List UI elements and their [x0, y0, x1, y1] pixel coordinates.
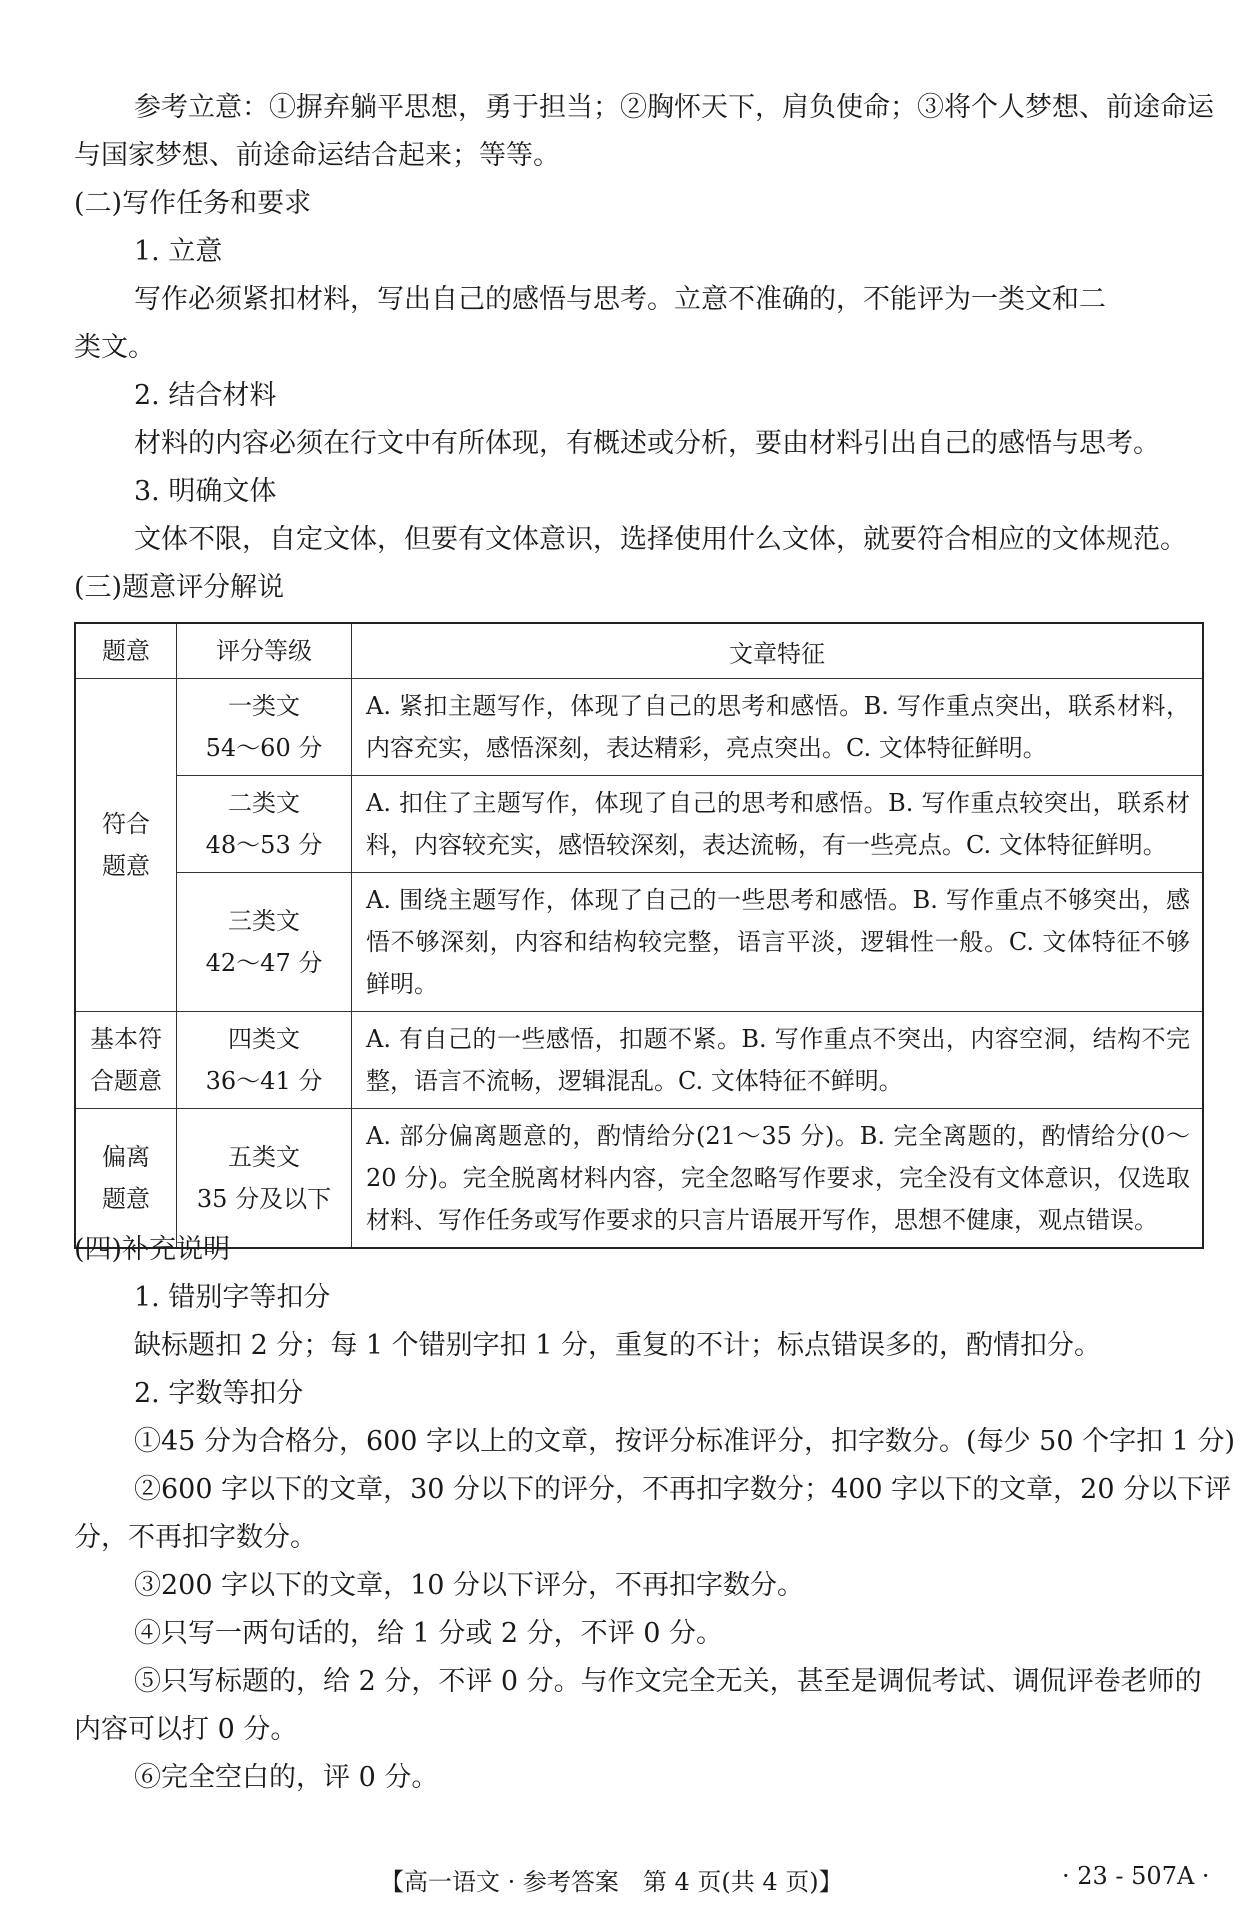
feature-cell: A. 紧扣主题写作，体现了自己的思考和感悟。B. 写作重点突出，联系材料，内容充实，感悟深刻，表达精彩，亮点突出。C. 文体特征鲜明。: [352, 679, 1204, 776]
wordcount-rule-4: ④只写一两句话的，给 1 分或 2 分，不评 0 分。: [134, 1618, 724, 1649]
feature-cell: A. 扣住了主题写作，体现了自己的思考和感悟。B. 写作重点较突出，联系材料，内容较充实，感悟较深刻，表达流畅，有一些亮点。C. 文体特征鲜明。: [352, 776, 1204, 873]
wordcount-rule-2-line-1: ②600 字以下的文章，30 分以下的评分，不再扣字数分；400 字以下的文章，20 分以下评: [134, 1474, 1232, 1505]
grade-score: 36～41 分: [205, 1067, 323, 1095]
grade-score: 35 分及以下: [196, 1185, 332, 1213]
wordcount-title: 2. 字数等扣分: [134, 1378, 304, 1409]
header-grade: 评分等级: [177, 623, 352, 679]
header-topic: 题意: [75, 623, 177, 679]
grade-score: 54～60 分: [205, 734, 323, 762]
feature-cell: A. 有自己的一些感悟，扣题不紧。B. 写作重点不突出，内容空洞，结构不完整，语言不流畅，逻辑混乱。C. 文体特征不鲜明。: [352, 1012, 1204, 1109]
grade-cell: [177, 1012, 352, 1109]
table-row: [75, 1012, 1203, 1109]
grading-table: [74, 622, 1204, 1249]
grade-cell: [177, 873, 352, 1012]
group-fits-topic: [75, 679, 177, 1012]
wordcount-rule-1: ①45 分为合格分，600 字以上的文章，按评分标准评分，扣字数分。(每少 50 个字扣 1 分): [134, 1426, 1235, 1457]
item-3-title: 3. 明确文体: [134, 476, 277, 507]
grade-cell: [177, 679, 352, 776]
item-3-text: 文体不限，自定文体，但要有文体意识，选择使用什么文体，就要符合相应的文体规范。: [134, 524, 1187, 555]
grade-level: 五类文: [228, 1143, 300, 1171]
group-basically-fits: [75, 1012, 177, 1109]
table-row: [75, 873, 1203, 1012]
grade-level: 四类文: [228, 1025, 300, 1053]
item-2-text: 材料的内容必须在行文中有所体现，有概述或分析，要由材料引出自己的感悟与思考。: [134, 428, 1160, 459]
wordcount-rule-3: ③200 字以下的文章，10 分以下评分，不再扣字数分。: [134, 1570, 805, 1601]
section-3-heading: (三)题意评分解说: [74, 572, 285, 603]
wordcount-rule-5-line-1: ⑤只写标题的，给 2 分，不评 0 分。与作文完全无关，甚至是调侃考试、调侃评卷老师的: [134, 1666, 1202, 1697]
footer-title: 【高一语文 · 参考答案 第 4 页(共 4 页)】: [380, 1868, 843, 1896]
item-2-title: 2. 结合材料: [134, 380, 277, 411]
group-label: 符合题意: [102, 810, 150, 880]
footer-code: · 23 - 507A ·: [1062, 1862, 1210, 1890]
table-header-row: [75, 623, 1203, 679]
grade-score: 48～53 分: [205, 831, 323, 859]
reference-idea-line-2: 与国家梦想、前途命运结合起来；等等。: [74, 140, 560, 171]
top-section: [74, 84, 1214, 612]
item-1-text-line-2: 类文。: [74, 332, 155, 363]
wordcount-rule-2-line-2: 分，不再扣字数分。: [74, 1522, 317, 1553]
group-label: 基本符合题意: [90, 1025, 162, 1095]
section-4-heading: (四)补充说明: [74, 1234, 231, 1265]
wordcount-rule-5-line-2: 内容可以打 0 分。: [74, 1714, 298, 1745]
reference-idea-line-1: 参考立意：①摒弃躺平思想，勇于担当；②胸怀天下，肩负使命；③将个人梦想、前途命运: [134, 92, 1214, 123]
group-label: 偏离题意: [102, 1143, 150, 1213]
grade-level: 三类文: [228, 907, 300, 935]
feature-cell: A. 围绕主题写作，体现了自己的一些思考和感悟。B. 写作重点不够突出，感悟不够深刻，内容和结构较完整，语言平淡，逻辑性一般。C. 文体特征不够鲜明。: [352, 873, 1204, 1012]
item-1-text-line-1: 写作必须紧扣材料，写出自己的感悟与思考。立意不准确的，不能评为一类文和二: [134, 284, 1106, 315]
grade-level: 一类文: [228, 692, 300, 720]
grade-score: 42～47 分: [205, 949, 323, 977]
table-row: [75, 679, 1203, 776]
section-4: [74, 1226, 1235, 1802]
wordcount-rule-6: ⑥完全空白的，评 0 分。: [134, 1762, 439, 1793]
item-1-title: 1. 立意: [134, 236, 223, 267]
section-2-heading: (二)写作任务和要求: [74, 188, 312, 219]
typo-title: 1. 错别字等扣分: [134, 1282, 331, 1313]
table-row: [75, 776, 1203, 873]
header-features: 文章特征: [352, 623, 1204, 679]
feature-cell: A. 部分偏离题意的，酌情给分(21～35 分)。B. 完全离题的，酌情给分(0～20 分)。完全脱离材料内容，完全忽略写作要求，完全没有文体意识，仅选取材料、写作任务或写作要求的只言片语展开写作，思想不健康，观点错误。: [352, 1109, 1204, 1249]
grade-level: 二类文: [228, 789, 300, 817]
grade-cell: [177, 776, 352, 873]
typo-text: 缺标题扣 2 分；每 1 个错别字扣 1 分，重复的不计；标点错误多的，酌情扣分。: [134, 1330, 1102, 1361]
